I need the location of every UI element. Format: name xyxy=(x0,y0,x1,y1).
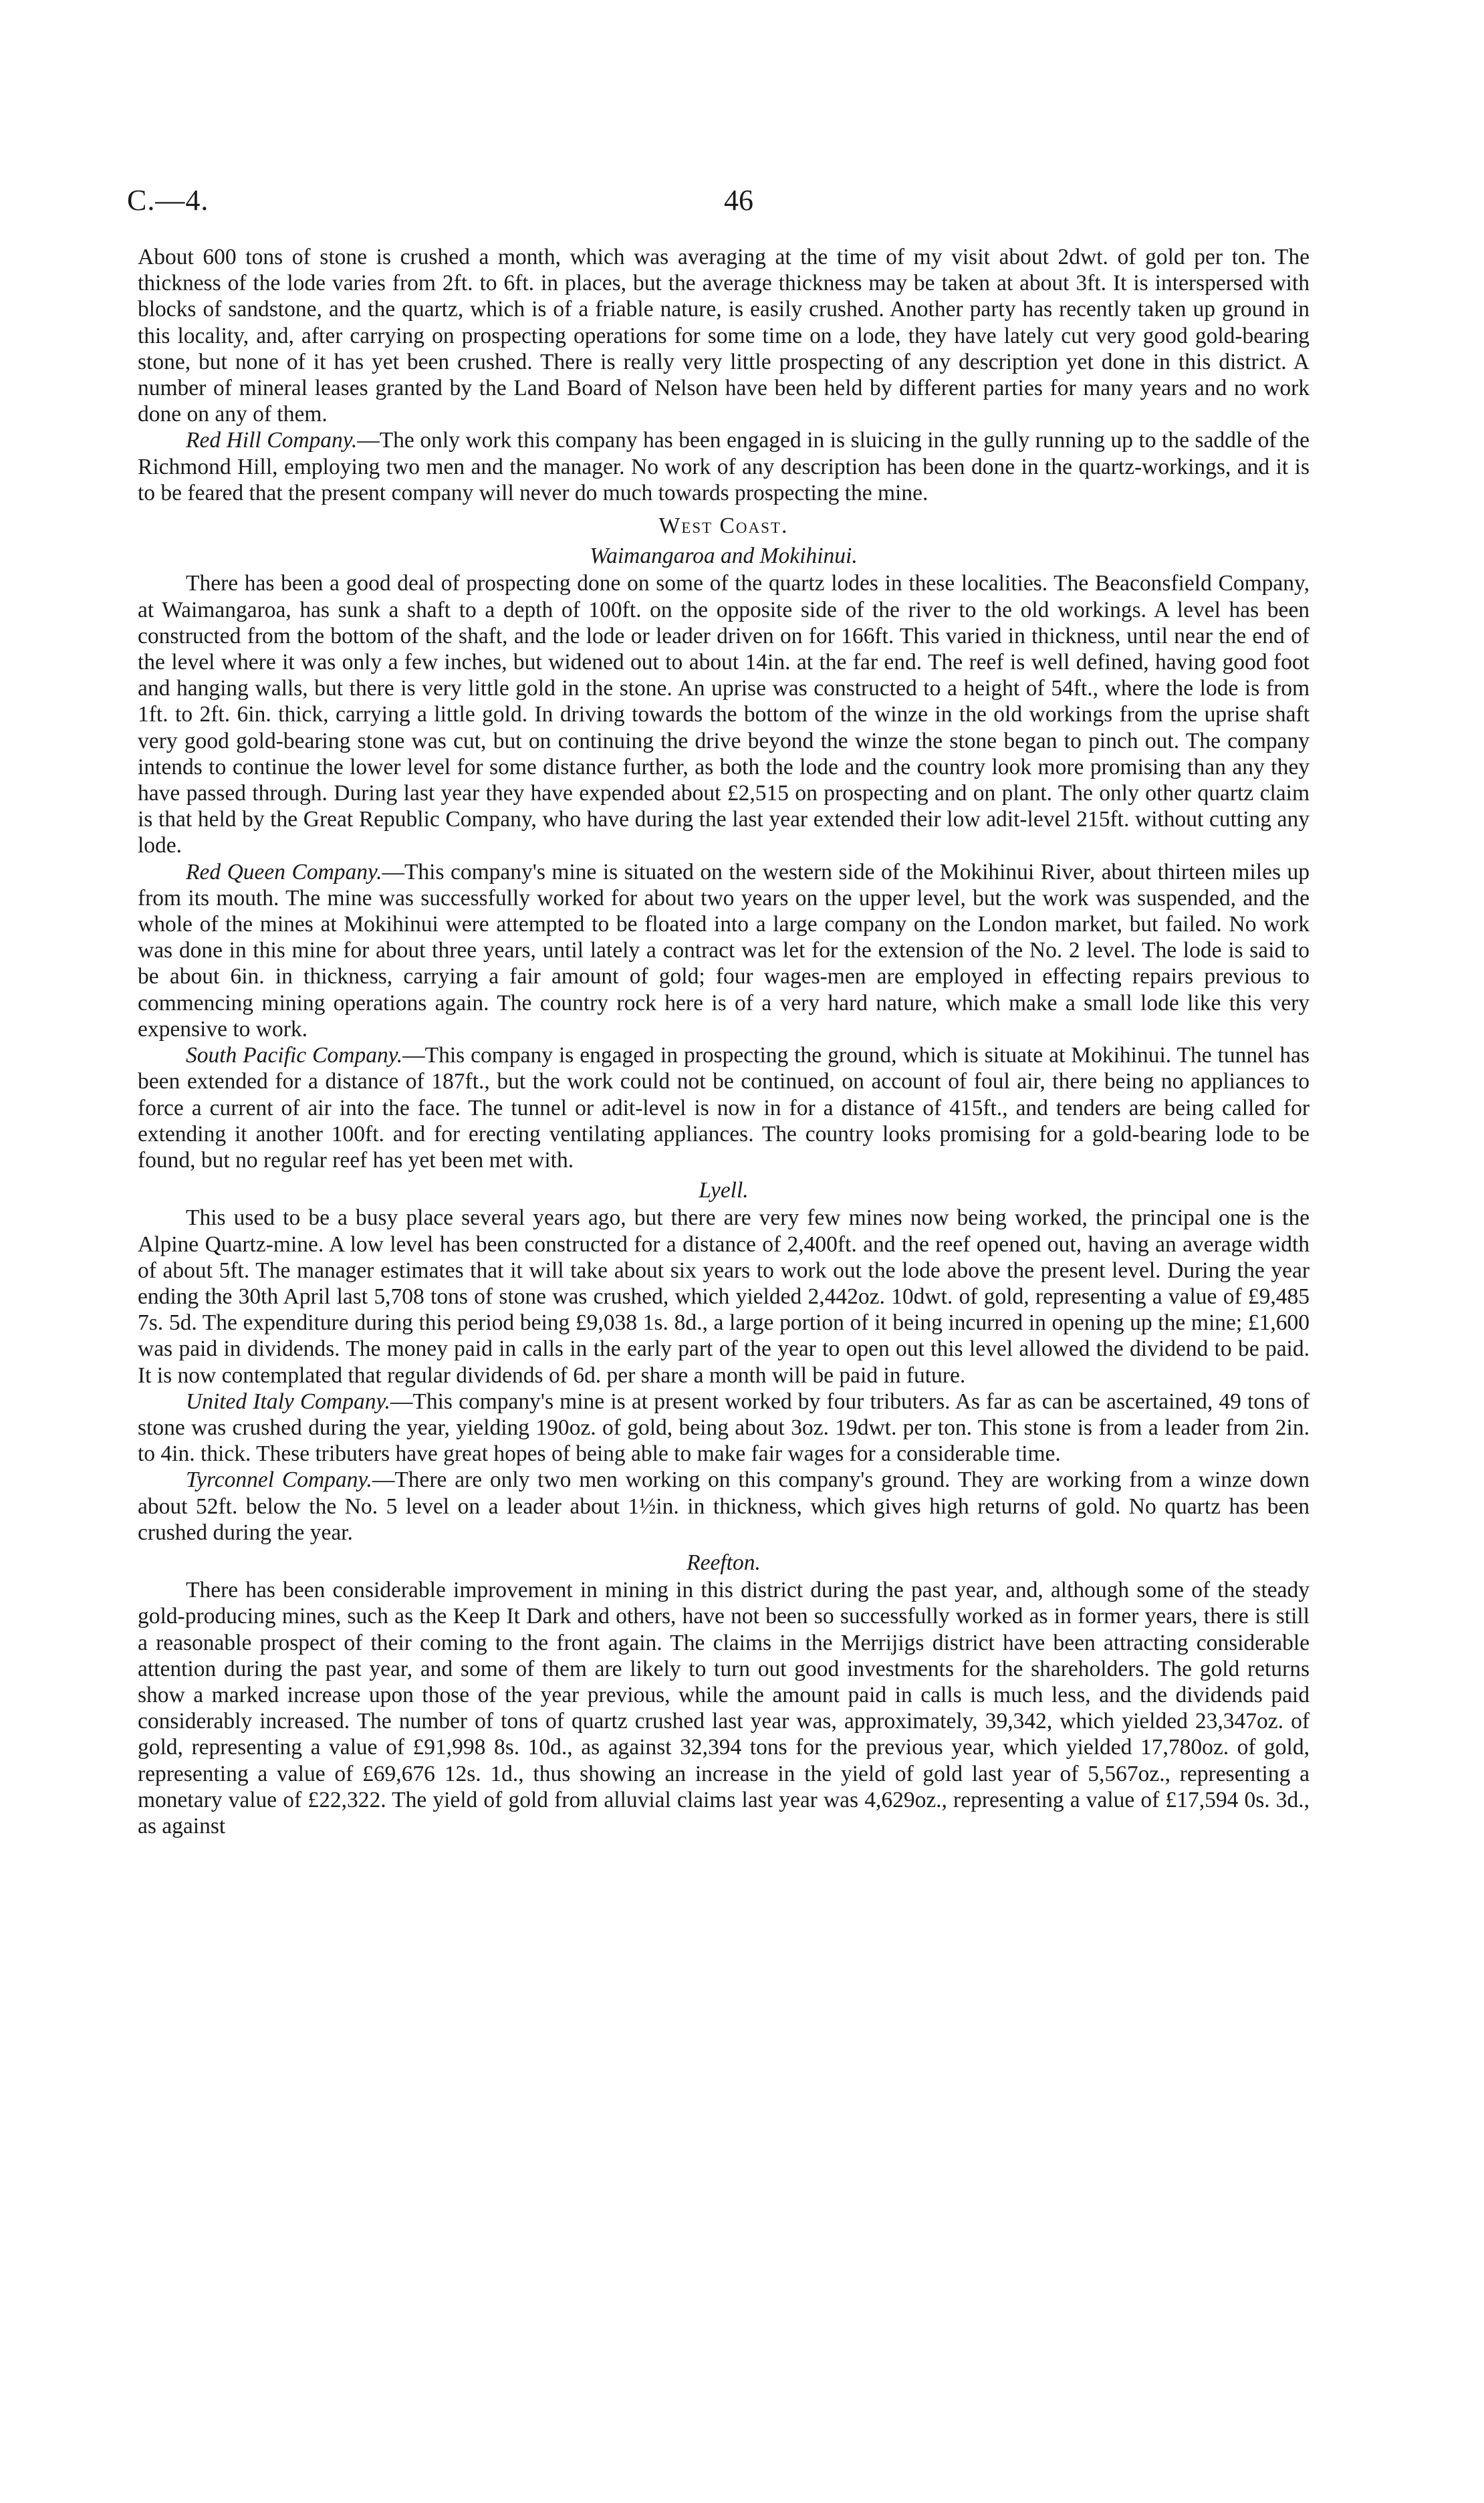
paragraph: There has been a good deal of prospecting done on some of the quartz lodes in these localities. The Beaconsfield Company, at Waimangaroa, has sunk a shaft to a depth of 100ft. on the opposite side of the river to the old workings. A level has been constructed from the bottom of the shaft, and the lode or leader driven on for 166ft. This varied in thickness, until near the end of the level where it was only a few inches, but widened out to about 14in. at the far end. The reef is well defined, having good foot and hanging walls, but there is very little gold in the stone. An uprise was constructed to a height of 54ft., where the lode is from 1ft. to 2ft. 6in. thick, carrying a little gold. In driving towards the bottom of the winze in the old workings from the uprise shaft very good gold-bearing stone was cut, but on continuing the drive beyond the winze the stone began to pinch out. The company intends to continue the lower level for some distance further, as both the lode and the country look more promising than any they have passed through. During last year they have expended about £2,515 on prospecting and on plant. The only other quartz claim is that held by the Great Republic Company, who have during the last year extended their low adit-level 215ft. without cutting any lode. xyxy=(138,571,1310,858)
company-name: Red Hill Company. xyxy=(186,428,358,453)
document-reference: C.—4. xyxy=(127,184,209,217)
paragraph xyxy=(138,859,1310,1042)
paragraph: There has been considerable improvement in mining in this district during the past year, and, although some of the steady gold-producing mines, such as the Keep It Dark and others, have not been so successfully worked as in former years, there is still a reasonable prospect of their coming to the front again. The claims in the Merrijigs district have been attracting considerable attention during the past year, and some of them are likely to turn out good investments for the shareholders. The gold returns show a marked increase upon those of the year previous, while the amount paid in calls is much less, and the dividends paid considerably increased. The number of tons of quartz crushed last year was, approximately, 39,342, which yielded 23,347oz. of gold, representing a value of £91,998 8s. 10d., as against 32,394 tons for the previous year, which yielded 17,780oz. of gold, representing a value of £69,676 12s. 1d., thus showing an increase in the yield of gold last year of 5,567oz., representing a monetary value of £22,322. The yield of gold from alluvial claims last year was 4,629oz., representing a value of £17,594 0s. 3d., as against xyxy=(138,1578,1310,1838)
section-heading-west-coast: West Coast. xyxy=(658,513,789,539)
paragraph xyxy=(138,1042,1310,1173)
paragraph-text: —This company's mine is situated on the western side of the Mokihinui River, about thirteen miles up from its mouth. The mine was successfully worked for about two years on the upper level, but the work was suspended, and the whole of the mines at Mokihinui were attempted to be floated into a large company on the London market, but failed. No work was done in this mine for about three years, until lately a contract was let for the extension of the No. 2 level. The lode is said to be about 6in. in thickness, carrying a fair amount of gold; four wages-men are employed in effecting repairs previous to commencing mining operations again. The country rock here is of a very hard nature, which make a small lode like this very expensive to work. xyxy=(138,859,1310,1042)
paragraph xyxy=(138,1467,1310,1546)
page-number: 46 xyxy=(724,184,753,217)
company-name: Red Queen Company. xyxy=(186,859,382,884)
subsection-heading-lyell: Lyell. xyxy=(699,1178,749,1203)
paragraph-text: —The only work this company has been engaged in is sluicing in the gully running up to the saddle of the Richmond Hill, employing two men and the manager. No work of any description has been done in the quartz-workings, and it is to be feared that the present company will never do much towards prospecting the mine. xyxy=(138,428,1310,505)
paragraph xyxy=(138,1389,1310,1467)
company-name: South Pacific Company. xyxy=(186,1043,403,1068)
paragraph-text: —This company's mine is at present worked by four tributers. As far as can be ascertained, 49 tons of stone was crushed during the year, yielding 190oz. of gold, being about 3oz. 19dwt. per ton. This stone is from a leader from 2in. to 4in. thick. These tributers have great hopes of being able to make fair wages for a considerable time. xyxy=(138,1389,1310,1467)
paragraph-text: —This company is engaged in prospecting the ground, which is situate at Mokihinui. The tunnel has been extended for a distance of 187ft., but the work could not be continued, on account of foul air, there being no appliances to force a current of air into the face. The tunnel or adit-level is now in for a distance of 415ft., and tenders are being called for extending it another 100ft. and for erecting ventilating appliances. The country looks promising for a gold-bearing lode to be found, but no regular reef has yet been met with. xyxy=(138,1043,1310,1173)
subsection-heading-waimangaroa: Waimangaroa and Mokihinui. xyxy=(590,544,858,569)
company-name: Tyrconnel Company. xyxy=(186,1467,372,1493)
paragraph: About 600 tons of stone is crushed a month, which was averaging at the time of my visit about 2dwt. of gold per ton. The thickness of the lode varies from 2ft. to 6ft. in places, but the average thickness may be taken at about 3ft. It is interspersed with blocks of sandstone, and the quartz, which is of a friable nature, is easily crushed. Another party has recently taken up ground in this locality, and, after carrying on prospecting operations for some time on a lode, they have lately cut very good gold-bearing stone, but none of it has yet been crushed. There is really very little prospecting of any description yet done in this district. A number of mineral leases granted by the Land Board of Nelson have been held by different parties for many years and no work done on any of them. xyxy=(138,245,1310,427)
paragraph: This used to be a busy place several years ago, but there are very few mines now being worked, the principal one is the Alpine Quartz-mine. A low level has been constructed for a distance of 2,400ft. and the reef opened out, having an average width of about 5ft. The manager estimates that it will take about six years to work out the lode above the present level. During the year ending the 30th April last 5,708 tons of stone was crushed, which yielded 2,442oz. 10dwt. of gold, representing a value of £9,485 7s. 5d. The expenditure during this period being £9,038 1s. 8d., a large portion of it being incurred in opening up the mine; £1,600 was paid in dividends. The money paid in calls in the early part of the year to open out this level allowed the dividend to be paid. It is now contemplated that regular dividends of 6d. per share a month will be paid in future. xyxy=(138,1205,1310,1388)
page-header xyxy=(127,182,1350,219)
paragraph-text: —There are only two men working on this company's ground. They are working from a winze down about 52ft. below the No. 5 level on a leader about 1½in. in thickness, which gives high returns of gold. No quartz has been crushed during the year. xyxy=(138,1467,1310,1545)
company-name: United Italy Company. xyxy=(186,1389,390,1414)
paragraph xyxy=(138,427,1310,506)
body-text xyxy=(138,244,1310,1839)
subsection-heading-reefton: Reefton. xyxy=(687,1550,761,1575)
